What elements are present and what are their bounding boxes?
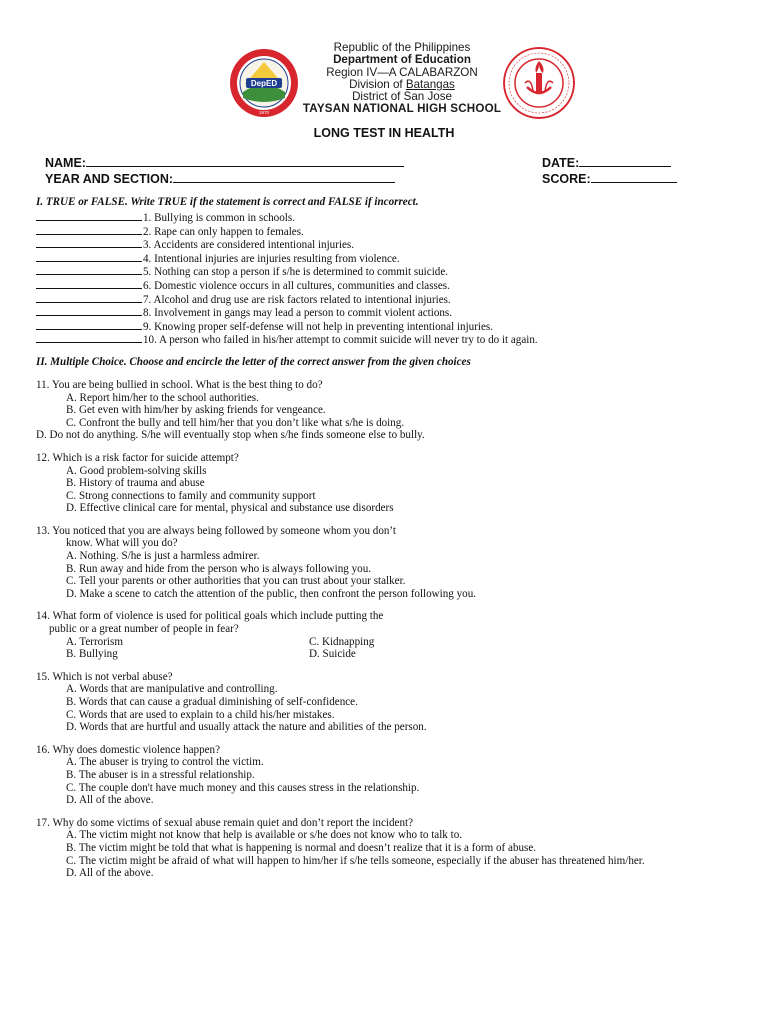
question-12 xyxy=(36,452,756,515)
test-title: LONG TEST IN HEALTH xyxy=(313,126,455,140)
tf-item-text: 4. Intentional injuries are injuries resulting from violence. xyxy=(143,252,400,265)
answer-blank[interactable] xyxy=(36,320,142,330)
choice-d[interactable]: D. All of the above. xyxy=(66,867,154,880)
question-13 xyxy=(36,525,756,601)
school-seal xyxy=(503,47,575,119)
choice-d[interactable]: D. Effective clinical care for mental, physical and substance use disorders xyxy=(66,502,394,515)
choice-a[interactable]: A. The victim might not know that help is available or s/he does not know who to talk to. xyxy=(66,829,463,842)
republic-line: Republic of the Philippines xyxy=(333,41,471,54)
tf-item-text: 5. Nothing can stop a person if s/he is determined to commit suicide. xyxy=(143,266,449,279)
year-section-field xyxy=(45,170,395,186)
choice-c[interactable]: C. Tell your parents or other authorities that you can trust about your stalker. xyxy=(66,575,406,588)
choice-c[interactable]: C. Confront the bully and tell him/her that you don’t like what s/he is doing. xyxy=(66,416,405,429)
choice-b[interactable]: B. Run away and hide from the person who is always following you. xyxy=(66,562,372,575)
year-section-line[interactable] xyxy=(173,170,395,183)
district-line: District of San Jose xyxy=(352,90,452,104)
choice-c[interactable]: C. The couple don't have much money and this causes stress in the relationship. xyxy=(66,781,420,794)
choice-c[interactable]: C. Strong connections to family and community support xyxy=(66,489,316,502)
name-label: NAME: xyxy=(45,156,86,170)
tf-item xyxy=(36,265,756,279)
tf-item-text: 9. Knowing proper self-defense will not help in preventing intentional injuries. xyxy=(143,320,493,333)
letterhead xyxy=(0,42,768,122)
question-17 xyxy=(36,817,756,880)
answer-blank[interactable] xyxy=(36,238,142,248)
tf-item xyxy=(36,211,756,225)
choice-b[interactable]: B. The victim might be told that what is happening is normal and doesn’t realize that it is a form of abuse. xyxy=(66,841,537,854)
answer-blank[interactable] xyxy=(36,333,142,343)
tf-item xyxy=(36,306,756,320)
question-text-cont: public or a great number of people in fear? xyxy=(49,623,239,636)
tf-list xyxy=(36,211,756,347)
division-place: Batangas xyxy=(405,77,455,91)
question-11 xyxy=(36,379,756,442)
choice-d[interactable]: D. Suicide xyxy=(309,648,356,661)
choice-d[interactable]: D. Do not do anything. S/he will eventually stop when s/he finds someone else to bully. xyxy=(36,429,425,442)
school-name: TAYSAN NATIONAL HIGH SCHOOL xyxy=(302,102,502,116)
choice-d[interactable]: D. Words that are hurtful and usually attack the nature and abilities of the person. xyxy=(66,721,427,734)
choice-c[interactable]: C. Words that are used to explain to a child his/her mistakes. xyxy=(66,708,335,721)
choice-d[interactable]: D. All of the above. xyxy=(66,794,154,807)
choice-b[interactable]: B. Get even with him/her by asking friends for vengeance. xyxy=(66,404,326,417)
score-label: SCORE: xyxy=(542,172,591,186)
choice-a[interactable]: A. Words that are manipulative and controlling. xyxy=(66,683,278,696)
tf-item xyxy=(36,293,756,307)
tf-item-text: 1. Bullying is common in schools. xyxy=(143,212,295,224)
tf-item-text: 10. A person who failed in his/her attempt to commit suicide will never try to do it again. xyxy=(143,334,538,347)
section1-heading: I. TRUE or FALSE. Write TRUE if the statement is correct and FALSE if incorrect. xyxy=(36,196,419,208)
tf-item xyxy=(36,252,756,266)
date-label: DATE: xyxy=(542,156,580,170)
tf-item xyxy=(36,333,756,347)
choice-row xyxy=(36,636,756,649)
department-line: Department of Education xyxy=(333,53,471,67)
date-field xyxy=(542,154,671,170)
choice-d[interactable]: D. Make a scene to catch the attention of the public, then confront the person following you. xyxy=(66,587,477,600)
tf-item-text: 2. Rape can only happen to females. xyxy=(143,225,304,238)
question-text: 17. Why do some victims of sexual abuse remain quiet and don’t report the incident? xyxy=(36,816,413,829)
letterhead-text xyxy=(300,42,504,116)
choice-a[interactable]: A. Good problem-solving skills xyxy=(66,464,207,477)
tf-item-text: 6. Domestic violence occurs in all cultures, communities and classes. xyxy=(143,279,450,292)
choice-c[interactable]: C. The victim might be afraid of what will happen to him/her if s/he tells someone, especially if the abuser has threatened him/her. xyxy=(66,854,645,867)
seal-deped-text: DepED xyxy=(250,79,278,88)
name-field xyxy=(45,154,404,170)
date-line[interactable] xyxy=(579,154,671,167)
question-14 xyxy=(36,610,756,660)
question-text: 16. Why does domestic violence happen? xyxy=(36,743,221,756)
question-16 xyxy=(36,744,756,807)
tf-item xyxy=(36,238,756,252)
choice-a[interactable]: A. Terrorism xyxy=(66,635,123,648)
score-field xyxy=(542,170,677,186)
score-line[interactable] xyxy=(591,170,677,183)
tf-item-text: 7. Alcohol and drug use are risk factors related to intentional injuries. xyxy=(143,293,451,306)
tf-item xyxy=(36,320,756,334)
question-15 xyxy=(36,671,756,734)
answer-blank[interactable] xyxy=(36,225,142,235)
choice-c[interactable]: C. Kidnapping xyxy=(309,635,375,648)
region-line: Region IV—A CALABARZON xyxy=(326,65,478,79)
tf-item xyxy=(36,279,756,293)
choice-b[interactable]: B. Words that can cause a gradual diminishing of self-confidence. xyxy=(66,696,358,708)
question-text: 13. You noticed that you are always being followed by someone whom you don’t xyxy=(36,524,396,537)
seal-year-text: 1970 xyxy=(258,110,270,115)
test-body xyxy=(36,196,756,880)
answer-blank[interactable] xyxy=(36,279,142,289)
tf-item xyxy=(36,225,756,239)
tf-item-text: 3. Accidents are considered intentional injuries. xyxy=(143,239,355,252)
question-text: 14. What form of violence is used for political goals which include putting the xyxy=(36,610,384,623)
tf-item-text: 8. Involvement in gangs may lead a person to commit violent actions. xyxy=(143,307,453,320)
name-line[interactable] xyxy=(86,154,404,167)
answer-blank[interactable] xyxy=(36,252,142,262)
choice-b[interactable]: B. History of trauma and abuse xyxy=(66,477,205,490)
choice-a[interactable]: A. Report him/her to the school authorities. xyxy=(66,391,259,404)
question-text-cont: know. What will you do? xyxy=(66,537,178,550)
question-text: 15. Which is not verbal abuse? xyxy=(36,670,173,683)
section2-heading: II. Multiple Choice. Choose and encircle the letter of the correct answer from the given choices xyxy=(36,355,471,368)
answer-blank[interactable] xyxy=(36,293,142,303)
choice-a[interactable]: A. The abuser is trying to control the victim. xyxy=(66,756,264,769)
division-prefix: Division of xyxy=(349,77,406,91)
deped-division-seal xyxy=(229,48,299,118)
choice-a[interactable]: A. Nothing. S/he is just a harmless admirer. xyxy=(66,550,260,563)
choice-row xyxy=(36,648,756,661)
answer-blank[interactable] xyxy=(36,211,142,221)
choice-b[interactable]: B. The abuser is in a stressful relationship. xyxy=(66,768,255,781)
choice-b[interactable]: B. Bullying xyxy=(66,648,118,661)
answer-blank[interactable] xyxy=(36,306,142,316)
question-text: 11. You are being bullied in school. What is the best thing to do? xyxy=(36,378,323,391)
question-text: 12. Which is a risk factor for suicide attempt? xyxy=(36,451,239,464)
answer-blank[interactable] xyxy=(36,265,142,275)
year-section-label: YEAR AND SECTION: xyxy=(45,172,174,186)
